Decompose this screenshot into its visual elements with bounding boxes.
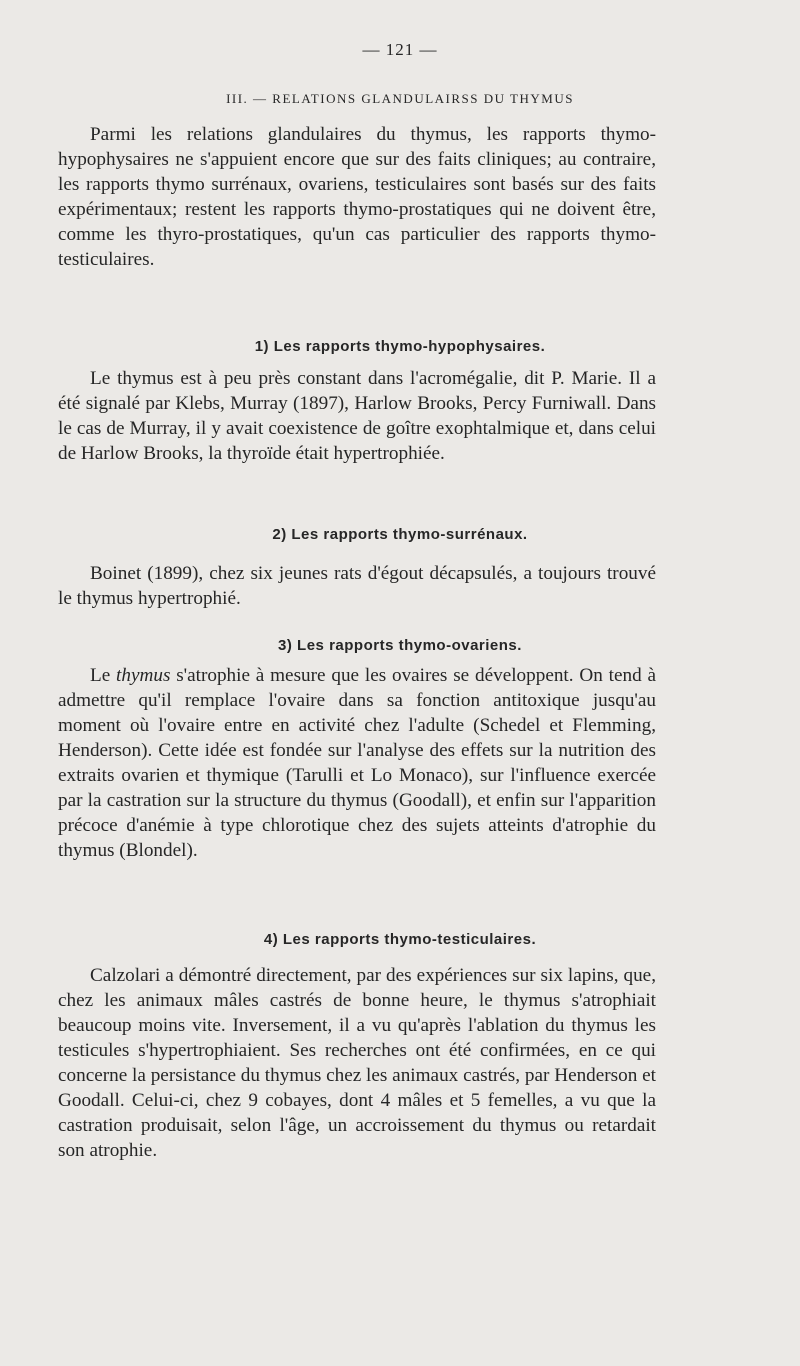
paragraph-thymo-surrenaux (58, 561, 656, 611)
paragraph-thymo-surrenaux-text: Boinet (1899), chez six jeunes rats d'égout décapsulés, a toujours trouvé le thymus hypertrophié. (58, 563, 656, 609)
italic-thymus: thymus (116, 665, 171, 686)
paragraph-thymo-ovariens (58, 663, 656, 863)
paragraph-thymo-testiculaires: Calzolari a démontré directement, par des expériences sur six lapins, que, chez les animaux mâles castrés de bonne heure, le thymus s'atrophiait beaucoup moins vite. Inversement, il a vu qu'après l'ablation du thymus les testicules s'hypertrophiaient. Ses recherches ont été confirmées, en ce qui concerne la persistance du thymus chez les animaux castrés, par Henderson et Goodall. Celui-ci, chez 9 cobayes, dont 4 mâles et 5 femelles, a vu que la castration produisait, selon l'âge, un accroissement du thymus ou retardait son atrophie. (58, 965, 656, 1161)
page-number: — 121 — (362, 40, 438, 59)
subheading-thymo-surrenaux: 2) Les rapports thymo-surrénaux. (272, 526, 528, 543)
paragraph-thymo-hypophysaires: Le thymus est à peu près constant dans l'acromégalie, dit P. Marie. Il a été signalé par Klebs, Murray (1897), Harlow Brooks, Percy Furniwall. Dans le cas de Murray, il y avait coexistence de goître exophtalmique et, dans celui de Harlow Brooks, la thyroïde était hypertrophiée. (58, 368, 656, 464)
subheading-thymo-ovariens: 3) Les rapports thymo-ovariens. (278, 637, 522, 654)
paragraph-thymo-ovariens-rest: s'atrophie à mesure que les ovaires se développent. On tend à admettre qu'il remplace l'ovaire dans sa fonction antitoxique jusqu'au moment où l'ovaire entre en activité chez l'adulte (Schedel et Flemming, Henderson). Cette idée est fondée sur l'analyse des effets sur la nutrition des extraits ovarien et thymique (Tarulli et Lo Monaco), sur l'influence exercée par la castration sur la structure du thymus (Goodall), et enfin sur l'apparition précoce d'anémie à type chlorotique chez des sujets atteints d'atrophie du thymus (Blondel). (58, 665, 656, 861)
paragraph-thymo-ovariens-start: Le (90, 665, 117, 686)
subheading-thymo-testiculaires: 4) Les rapports thymo-testiculaires. (263, 931, 537, 948)
section-title: III. — RELATIONS GLANDULAIRSS DU THYMUS (226, 91, 574, 106)
subheading-thymo-hypophysaires: 1) Les rapports thymo-hypophysaires. (254, 338, 546, 355)
intro-paragraph: Parmi les relations glandulaires du thymus, les rapports thymo-hypophysaires ne s'appuient encore que sur des faits cliniques; au contraire, les rapports thymo surrénaux, ovariens, testiculaires sont basés sur des faits expérimentaux; restent les rapports thymo-prostatiques qui ne doivent être, comme les thyro-prostatiques, qu'un cas particulier des rapports thymo-testiculaires. (58, 124, 656, 270)
